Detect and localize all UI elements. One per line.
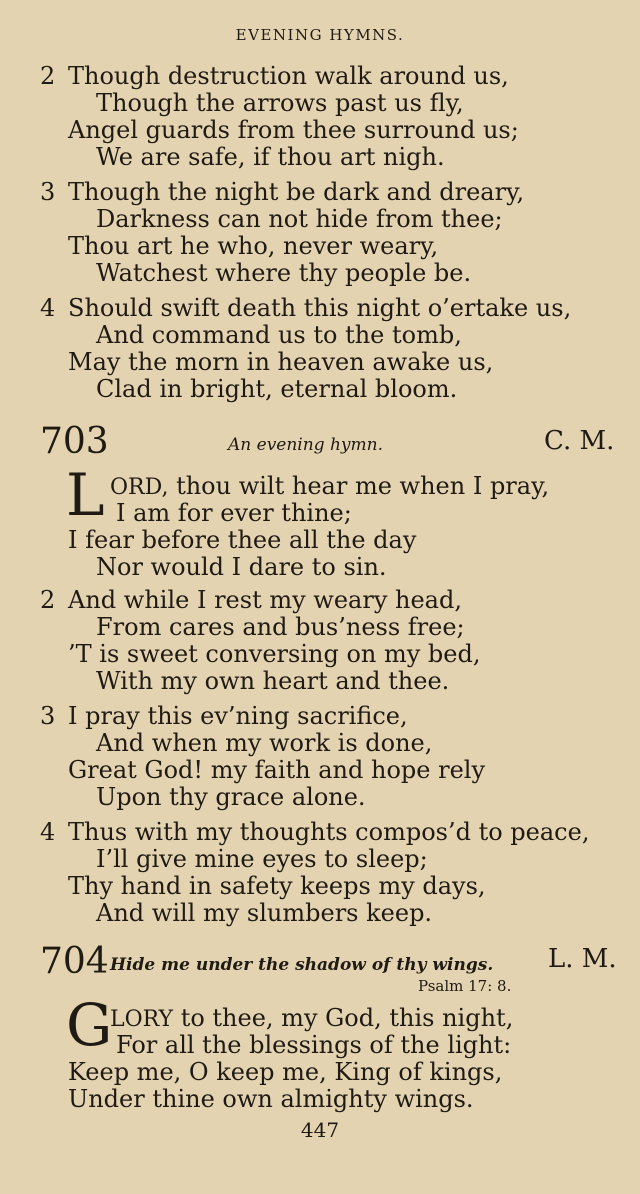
verse-line: Under thine own almighty wings. [68,1085,474,1113]
verse-line: Keep me, O keep me, King of kings, [68,1058,503,1086]
verse-line-rest: to thee, my God, this night, [173,1004,514,1032]
small-caps-word: LORY [110,1007,174,1032]
hymn-meter: C. M. [544,426,615,456]
stanza-number: 3 [40,178,56,206]
verse-line: We are safe, if thou art nigh. [96,143,445,171]
verse-line: ’T is sweet conversing on my bed, [68,640,481,668]
drop-cap: L [66,461,105,529]
scripture-reference: Psalm 17: 8. [418,977,512,995]
hymn-number: 704 [40,941,109,982]
page-number: 447 [300,1118,340,1142]
verse-line [110,1004,513,1034]
verse-line: Though destruction walk around us, [68,62,509,90]
verse-line: Thus with my thoughts compos’d to peace, [68,818,590,846]
verse-line-rest: thou wilt hear me when I pray, [168,472,550,500]
verse-line: I’ll give mine eyes to sleep; [96,845,428,873]
small-caps-word: ORD, [110,475,169,500]
verse-line: And when my work is done, [96,729,433,757]
hymn-meter: L. M. [548,944,617,974]
verse-line: Nor would I dare to sin. [96,553,387,581]
verse-line: May the morn in heaven awake us, [68,348,494,376]
verse-line: For all the blessings of the light: [116,1031,512,1059]
verse-line: Thou art he who, never weary, [68,232,439,260]
verse-line: I fear before thee all the day [68,526,417,554]
verse-line: From cares and bus’ness free; [96,613,465,641]
verse-line: And while I rest my weary head, [68,586,462,614]
hymn-number: 703 [40,421,109,462]
hymn-title: An evening hymn. [228,435,384,455]
verse-line: I pray this ev’ning sacrifice, [68,702,408,730]
stanza-number: 4 [40,818,56,846]
verse-line: With my own heart and thee. [96,667,450,695]
verse-line: Clad in bright, eternal bloom. [96,375,458,403]
verse-line: Should swift death this night o’ertake us, [68,294,572,322]
hymn-title: Hide me under the shadow of thy wings. [110,955,494,975]
verse-line: Though the night be dark and dreary, [68,178,525,206]
verse-line: Angel guards from thee surround us; [68,116,519,144]
verse-line: And command us to the tomb, [96,321,462,349]
verse-line [110,472,549,502]
verse-line: Upon thy grace alone. [96,783,366,811]
verse-line: And will my slumbers keep. [96,899,433,927]
running-header: EVENING HYMNS. [235,26,405,44]
verse-line: Though the arrows past us fly, [96,89,464,117]
stanza-number: 4 [40,294,56,322]
drop-cap: G [66,991,113,1059]
stanza-number: 2 [40,586,56,614]
verse-line: I am for ever thine; [116,499,352,527]
stanza-number: 3 [40,702,56,730]
verse-line: Great God! my faith and hope rely [68,756,485,784]
verse-line: Watchest where thy people be. [96,259,472,287]
stanza-number: 2 [40,62,56,90]
verse-line: Darkness can not hide from thee; [96,205,503,233]
verse-line: Thy hand in safety keeps my days, [68,872,486,900]
